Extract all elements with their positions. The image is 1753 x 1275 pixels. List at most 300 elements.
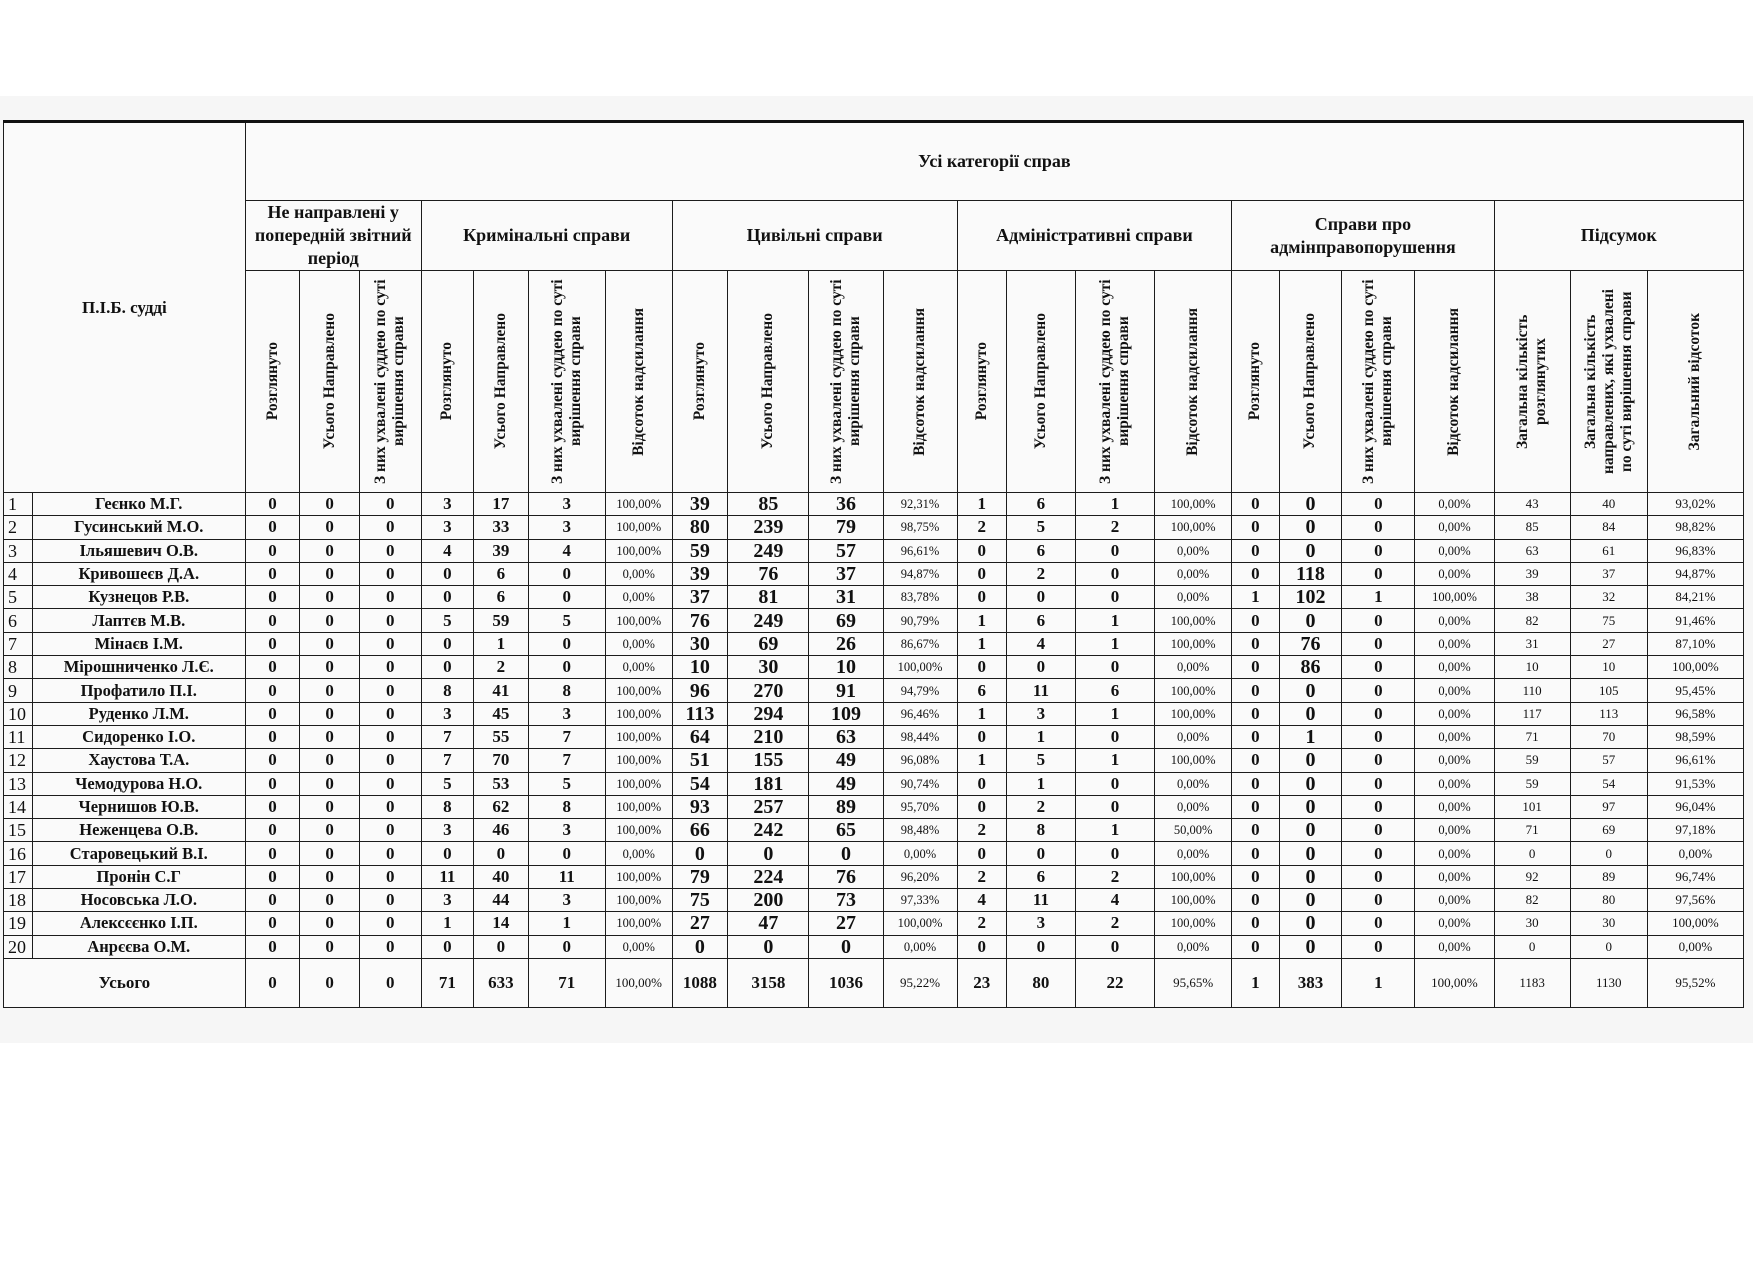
table-cell: 0 (1342, 865, 1415, 888)
table-cell: 37 (1570, 562, 1647, 585)
table-cell: 100,00% (1155, 516, 1232, 539)
table-cell: 0 (1342, 819, 1415, 842)
table-cell: 8 (421, 795, 473, 818)
table-row (4, 493, 1744, 516)
table-cell: 0 (957, 656, 1006, 679)
column-header-g2-1 (421, 271, 473, 493)
table-cell: 61 (1570, 539, 1647, 562)
table-cell: 100,00% (605, 725, 672, 748)
judge-name-cell: Анрєєва О.М. (32, 935, 245, 958)
judge-name-cell: Руденко Л.М. (32, 702, 245, 725)
table-cell: 0 (245, 516, 300, 539)
table-cell: 0 (359, 679, 421, 702)
table-cell: 0,00% (883, 842, 957, 865)
table-cell: 98,59% (1647, 725, 1743, 748)
table-cell: 0 (1279, 609, 1342, 632)
table-cell: 0 (300, 609, 360, 632)
table-cell: 1 (1342, 586, 1415, 609)
column-header-label: Загальна кількість розглянутих (1514, 314, 1550, 449)
table-cell: 0 (1232, 562, 1279, 585)
table-cell: 0 (421, 586, 473, 609)
table-cell: 100,00% (605, 679, 672, 702)
table-cell: 0,00% (1415, 749, 1494, 772)
table-cell: 0 (245, 819, 300, 842)
column-header-g1-1 (245, 271, 300, 493)
judges-statistics-table (3, 120, 1744, 1008)
table-cell: 79 (672, 865, 728, 888)
table-cell: 85 (1494, 516, 1570, 539)
table-cell: 100,00% (605, 865, 672, 888)
table-cell: 1 (1075, 702, 1154, 725)
total-cell: 80 (1006, 958, 1075, 1007)
table-cell: 0 (1075, 795, 1154, 818)
table-cell: 81 (728, 586, 809, 609)
table-cell: 0,00% (1155, 842, 1232, 865)
table-cell: 96,61% (883, 539, 957, 562)
table-cell: 0 (1232, 795, 1279, 818)
table-cell: 98,75% (883, 516, 957, 539)
table-cell: 96,83% (1647, 539, 1743, 562)
total-cell: 0 (300, 958, 360, 1007)
table-cell: 94,87% (883, 562, 957, 585)
table-cell: 5 (528, 772, 605, 795)
table-cell: 0 (1232, 516, 1279, 539)
total-cell: 95,65% (1155, 958, 1232, 1007)
row-number: 15 (4, 819, 33, 842)
table-cell: 0,00% (1155, 562, 1232, 585)
table-row (4, 539, 1744, 562)
table-cell: 0 (1342, 493, 1415, 516)
table-cell: 11 (1006, 679, 1075, 702)
table-cell: 0 (300, 679, 360, 702)
table-cell: 11 (1006, 889, 1075, 912)
table-cell: 0 (1342, 749, 1415, 772)
table-cell: 100,00% (1647, 656, 1743, 679)
table-cell: 0 (1342, 702, 1415, 725)
table-cell: 0 (728, 842, 809, 865)
column-header-g2-2 (474, 271, 529, 493)
table-cell: 30 (672, 632, 728, 655)
table-cell: 0 (1342, 772, 1415, 795)
table-cell: 0 (1232, 749, 1279, 772)
table-cell: 94,79% (883, 679, 957, 702)
table-cell: 5 (1006, 749, 1075, 772)
judge-name-cell: Старовецький В.І. (32, 842, 245, 865)
table-cell: 65 (809, 819, 883, 842)
table-cell: 0 (1006, 935, 1075, 958)
total-cell: 71 (421, 958, 473, 1007)
table-cell: 84 (1570, 516, 1647, 539)
table-cell: 0,00% (1415, 679, 1494, 702)
table-cell: 105 (1570, 679, 1647, 702)
column-header-g1-3 (359, 271, 421, 493)
table-cell: 113 (672, 702, 728, 725)
table-cell: 0 (1232, 912, 1279, 935)
table-cell: 0 (359, 912, 421, 935)
table-cell: 31 (809, 586, 883, 609)
table-cell: 0,00% (1415, 935, 1494, 958)
judge-name-cell: Ільяшевич О.В. (32, 539, 245, 562)
table-cell: 3 (421, 819, 473, 842)
table-cell: 76 (809, 865, 883, 888)
table-cell: 100,00% (1155, 865, 1232, 888)
table-cell: 0 (1279, 749, 1342, 772)
table-cell: 0,00% (1155, 586, 1232, 609)
table-cell: 0 (421, 656, 473, 679)
table-cell: 97,18% (1647, 819, 1743, 842)
table-cell: 4 (1006, 632, 1075, 655)
table-cell: 17 (474, 493, 529, 516)
table-cell: 0,00% (1155, 539, 1232, 562)
total-cell: 1 (1342, 958, 1415, 1007)
table-cell: 66 (672, 819, 728, 842)
table-cell: 0,00% (1415, 725, 1494, 748)
table-cell: 5 (421, 772, 473, 795)
table-cell: 1 (957, 749, 1006, 772)
column-header-label: З них ухвалені суддею по суті вирішення справи (548, 279, 584, 484)
total-cell: 71 (528, 958, 605, 1007)
table-cell: 0 (1342, 656, 1415, 679)
table-cell: 0 (300, 935, 360, 958)
total-cell: 100,00% (1415, 958, 1494, 1007)
table-cell: 0 (957, 725, 1006, 748)
table-cell: 90,74% (883, 772, 957, 795)
table-cell: 27 (672, 912, 728, 935)
table-cell: 0 (1232, 772, 1279, 795)
table-cell: 2 (1075, 912, 1154, 935)
table-cell: 1 (957, 609, 1006, 632)
table-cell: 1 (1075, 493, 1154, 516)
table-cell: 0 (245, 562, 300, 585)
table-cell: 0 (359, 772, 421, 795)
group-header-administrative: Адміністративні справи (957, 201, 1232, 271)
table-row (4, 679, 1744, 702)
row-number: 18 (4, 889, 33, 912)
table-row (4, 889, 1744, 912)
table-cell: 0,00% (605, 842, 672, 865)
column-header-g3-2 (728, 271, 809, 493)
table-cell: 39 (474, 539, 529, 562)
table-cell: 82 (1494, 889, 1570, 912)
table-cell: 0 (245, 772, 300, 795)
row-number: 14 (4, 795, 33, 818)
row-number: 1 (4, 493, 33, 516)
table-row (4, 586, 1744, 609)
judge-name-cell: Лаптєв М.В. (32, 609, 245, 632)
table-cell: 0 (300, 539, 360, 562)
table-cell: 0 (1342, 725, 1415, 748)
table-cell: 100,00% (605, 795, 672, 818)
table-cell: 33 (474, 516, 529, 539)
table-cell: 0 (957, 539, 1006, 562)
table-cell: 0 (1279, 795, 1342, 818)
total-cell: 1 (1232, 958, 1279, 1007)
table-cell: 0 (421, 935, 473, 958)
table-cell: 0 (359, 749, 421, 772)
table-cell: 181 (728, 772, 809, 795)
table-cell: 249 (728, 539, 809, 562)
table-cell: 59 (1494, 749, 1570, 772)
group-header-summary: Підсумок (1494, 201, 1743, 271)
table-cell: 0,00% (605, 586, 672, 609)
table-cell: 91,53% (1647, 772, 1743, 795)
table-cell: 55 (474, 725, 529, 748)
table-cell: 0 (245, 656, 300, 679)
table-cell: 27 (809, 912, 883, 935)
table-cell: 8 (1006, 819, 1075, 842)
table-cell: 100,00% (1155, 749, 1232, 772)
table-cell: 93 (672, 795, 728, 818)
judge-name-cell: Хаустова Т.А. (32, 749, 245, 772)
table-cell: 100,00% (605, 609, 672, 632)
table-cell: 0 (1075, 586, 1154, 609)
table-row (4, 749, 1744, 772)
table-cell: 0 (1279, 912, 1342, 935)
table-cell: 4 (528, 539, 605, 562)
table-cell: 0,00% (1415, 656, 1494, 679)
table-cell: 0 (1570, 842, 1647, 865)
table-cell: 0 (1075, 656, 1154, 679)
judge-name-cell: Чернишов Ю.В. (32, 795, 245, 818)
table-cell: 64 (672, 725, 728, 748)
table-cell: 11 (528, 865, 605, 888)
table-cell: 0 (528, 935, 605, 958)
total-cell: 1130 (1570, 958, 1647, 1007)
total-cell: 633 (474, 958, 529, 1007)
table-cell: 257 (728, 795, 809, 818)
table-cell: 1 (1075, 632, 1154, 655)
table-cell: 0 (528, 562, 605, 585)
table-cell: 0 (672, 935, 728, 958)
table-cell: 69 (728, 632, 809, 655)
table-cell: 0 (359, 795, 421, 818)
column-header-label: Відсоток надсилання (1184, 307, 1202, 456)
table-cell: 0 (1006, 586, 1075, 609)
table-cell: 71 (1494, 819, 1570, 842)
table-cell: 89 (809, 795, 883, 818)
table-cell: 1 (957, 493, 1006, 516)
table-cell: 59 (672, 539, 728, 562)
table-cell: 0 (1232, 889, 1279, 912)
table-cell: 0 (957, 586, 1006, 609)
table-row (4, 702, 1744, 725)
table-cell: 0 (300, 493, 360, 516)
table-cell: 0,00% (1415, 539, 1494, 562)
table-cell: 1 (1006, 725, 1075, 748)
row-number: 2 (4, 516, 33, 539)
table-cell: 0 (359, 609, 421, 632)
all-categories-header: Усі категорії справ (245, 122, 1743, 201)
table-cell: 3 (528, 889, 605, 912)
table-cell: 40 (1570, 493, 1647, 516)
table-cell: 0,00% (1647, 935, 1743, 958)
table-cell: 98,44% (883, 725, 957, 748)
table-cell: 26 (809, 632, 883, 655)
row-number: 4 (4, 562, 33, 585)
table-row (4, 562, 1744, 585)
row-number: 7 (4, 632, 33, 655)
table-cell: 6 (1075, 679, 1154, 702)
table-cell: 0,00% (1155, 935, 1232, 958)
table-cell: 2 (1075, 516, 1154, 539)
total-cell: 1183 (1494, 958, 1570, 1007)
table-cell: 97,56% (1647, 889, 1743, 912)
table-cell: 0 (359, 842, 421, 865)
table-cell: 76 (672, 609, 728, 632)
table-cell: 0,00% (1155, 656, 1232, 679)
table-cell: 0 (300, 889, 360, 912)
judge-name-header: П.І.Б. судді (4, 122, 246, 493)
table-cell: 27 (1570, 632, 1647, 655)
table-cell: 2 (474, 656, 529, 679)
table-cell: 6 (1006, 865, 1075, 888)
row-number: 10 (4, 702, 33, 725)
table-cell: 7 (528, 749, 605, 772)
table-cell: 0 (245, 539, 300, 562)
column-header-g4-4 (1155, 271, 1232, 493)
table-cell: 53 (474, 772, 529, 795)
table-cell: 62 (474, 795, 529, 818)
table-cell: 0 (245, 679, 300, 702)
column-header-label: Усього Направлено (1031, 313, 1049, 450)
table-cell: 0 (359, 819, 421, 842)
table-cell: 41 (474, 679, 529, 702)
table-cell: 0 (245, 586, 300, 609)
table-cell: 6 (1006, 609, 1075, 632)
table-cell: 2 (957, 516, 1006, 539)
table-cell: 101 (1494, 795, 1570, 818)
column-header-label: Розглянуто (972, 342, 990, 421)
table-row (4, 632, 1744, 655)
table-cell: 100,00% (1155, 493, 1232, 516)
table-cell: 1 (1075, 819, 1154, 842)
table-cell: 0 (957, 935, 1006, 958)
table-cell: 100,00% (1415, 586, 1494, 609)
table-cell: 0,00% (1415, 889, 1494, 912)
group-header-civil: Цивільні справи (672, 201, 957, 271)
table-cell: 40 (474, 865, 529, 888)
table-cell: 96,08% (883, 749, 957, 772)
table-cell: 0 (1075, 842, 1154, 865)
table-cell: 2 (957, 912, 1006, 935)
table-cell: 49 (809, 749, 883, 772)
column-header-g2-3 (528, 271, 605, 493)
table-row (4, 656, 1744, 679)
table-cell: 32 (1570, 586, 1647, 609)
table-cell: 98,48% (883, 819, 957, 842)
table-cell: 54 (672, 772, 728, 795)
table-cell: 0 (245, 795, 300, 818)
table-cell: 1 (1075, 609, 1154, 632)
table-cell: 97,33% (883, 889, 957, 912)
table-cell: 0 (300, 586, 360, 609)
table-cell: 100,00% (605, 493, 672, 516)
table-cell: 100,00% (1155, 912, 1232, 935)
table-cell: 4 (957, 889, 1006, 912)
table-cell: 96,74% (1647, 865, 1743, 888)
table-row (4, 912, 1744, 935)
group-header-criminal: Кримінальні справи (421, 201, 672, 271)
table-cell: 96 (672, 679, 728, 702)
table-cell: 43 (1494, 493, 1570, 516)
table-cell: 109 (809, 702, 883, 725)
table-cell: 0,00% (1415, 493, 1494, 516)
table-cell: 100,00% (1647, 912, 1743, 935)
table-cell: 0 (1342, 562, 1415, 585)
table-cell: 86,67% (883, 632, 957, 655)
table-cell: 75 (672, 889, 728, 912)
table-cell: 10 (809, 656, 883, 679)
table-cell: 70 (1570, 725, 1647, 748)
table-cell: 0,00% (1415, 516, 1494, 539)
table-cell: 100,00% (605, 819, 672, 842)
table-cell: 3 (421, 516, 473, 539)
table-cell: 0 (359, 865, 421, 888)
table-cell: 0 (300, 842, 360, 865)
table-cell: 6 (1006, 493, 1075, 516)
table-cell: 0 (528, 656, 605, 679)
table-cell: 7 (421, 749, 473, 772)
table-cell: 100,00% (605, 749, 672, 772)
table-cell: 0 (300, 632, 360, 655)
table-cell: 0 (1279, 865, 1342, 888)
table-cell: 6 (474, 562, 529, 585)
table-cell: 0 (1232, 935, 1279, 958)
table-cell: 5 (1006, 516, 1075, 539)
table-cell: 1 (1279, 725, 1342, 748)
table-cell: 224 (728, 865, 809, 888)
table-cell: 5 (421, 609, 473, 632)
table-row (4, 935, 1744, 958)
table-cell: 0 (1075, 562, 1154, 585)
table-cell: 0 (245, 935, 300, 958)
table-cell: 155 (728, 749, 809, 772)
total-cell: 1036 (809, 958, 883, 1007)
table-cell: 0,00% (1415, 632, 1494, 655)
table-cell: 0 (474, 842, 529, 865)
table-cell: 91 (809, 679, 883, 702)
table-cell: 100,00% (605, 539, 672, 562)
table-cell: 0 (1075, 539, 1154, 562)
table-cell: 0 (245, 842, 300, 865)
table-cell: 0 (1232, 679, 1279, 702)
judge-name-cell: Кузнецов Р.В. (32, 586, 245, 609)
table-cell: 239 (728, 516, 809, 539)
table-cell: 0 (1232, 865, 1279, 888)
table-cell: 0 (245, 702, 300, 725)
group-header-not-sent: Не направлені у попередній звітний період (245, 201, 421, 271)
table-cell: 0 (1279, 516, 1342, 539)
table-cell: 0 (1342, 889, 1415, 912)
table-cell: 0 (300, 725, 360, 748)
table-cell: 0 (1570, 935, 1647, 958)
table-cell: 0 (245, 749, 300, 772)
column-header-label: Розглянуто (263, 342, 281, 421)
table-cell: 80 (672, 516, 728, 539)
table-cell: 96,58% (1647, 702, 1743, 725)
table-cell: 0,00% (605, 935, 672, 958)
table-cell: 0,00% (1647, 842, 1743, 865)
table-cell: 92,31% (883, 493, 957, 516)
table-cell: 100,00% (883, 656, 957, 679)
column-header-label: Відсоток надсилання (629, 307, 647, 456)
table-cell: 2 (957, 865, 1006, 888)
table-cell: 2 (1006, 795, 1075, 818)
column-header-label: З них ухвалені суддею по суті вирішення справи (828, 279, 863, 484)
table-cell: 39 (1494, 562, 1570, 585)
total-cell: 100,00% (605, 958, 672, 1007)
table-cell: 3 (528, 493, 605, 516)
